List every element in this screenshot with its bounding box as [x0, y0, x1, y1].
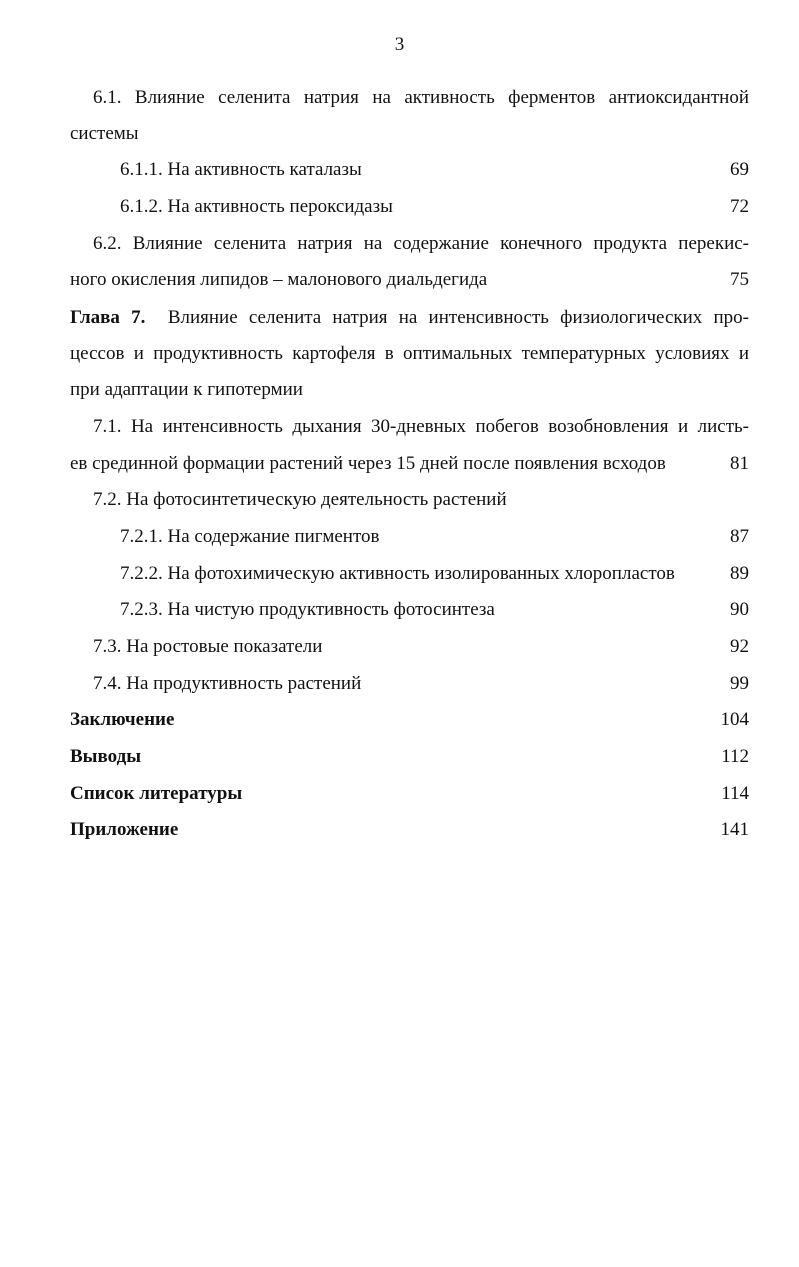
toc-entry-7-1-line2: ев срединной формации растений через 15 дней после появления всходов	[70, 453, 666, 474]
toc-entry-6-1-2: 6.1.2. На активность пероксидазы	[120, 196, 393, 217]
toc-entry-7-2: 7.2. На фотосинтетическую деятельность растений	[93, 489, 507, 510]
toc-page-7-1: 81	[730, 453, 749, 474]
toc-entry-7-2-3: 7.2.3. На чистую продуктивность фотосинтеза	[120, 599, 495, 620]
toc-entry-7-3: 7.3. На ростовые показатели	[93, 636, 323, 657]
toc-entry-6-1-line1: 6.1. Влияние селенита натрия на активность ферментов антиоксидантной	[93, 87, 749, 108]
toc-page-7-4: 99	[730, 673, 749, 694]
chapter-7-title-part1: Влияние селенита натрия на интенсивность физиологических про-	[167, 307, 750, 328]
toc-page-appendix: 141	[720, 819, 749, 840]
toc-page-7-2-3: 90	[730, 599, 749, 620]
page-number: 3	[394, 34, 405, 55]
toc-entry-references: Список литературы	[70, 783, 243, 804]
toc-entry-6-1-line2: системы	[70, 123, 139, 144]
toc-entry-7-1-line1: 7.1. На интенсивность дыхания 30-дневных побегов возобновления и листь-	[93, 416, 749, 437]
toc-page-references: 114	[721, 783, 749, 804]
toc-chapter-7-line2: цессов и продуктивность картофеля в оптимальных температурных условиях и	[70, 343, 749, 364]
toc-page-6-1-1: 69	[730, 159, 749, 180]
toc-entry-6-2-line1: 6.2. Влияние селенита натрия на содержание конечного продукта перекис-	[93, 233, 749, 254]
toc-entry-6-1-1: 6.1.1. На активность каталазы	[120, 159, 362, 180]
toc-page-7-2-2: 89	[730, 563, 749, 584]
toc-page-7-2-1: 87	[730, 526, 749, 547]
chapter-7-label: Глава 7.	[70, 307, 146, 328]
toc-chapter-7-line1	[70, 306, 749, 330]
toc-page-6-2: 75	[730, 269, 749, 290]
toc-chapter-7-line3: при адаптации к гипотермии	[70, 379, 303, 400]
toc-page-7-3: 92	[730, 636, 749, 657]
toc-page-findings: 112	[721, 746, 749, 767]
toc-entry-appendix: Приложение	[70, 819, 179, 840]
toc-entry-7-4: 7.4. На продуктивность растений	[93, 673, 362, 694]
toc-entry-7-2-2: 7.2.2. На фотохимическую активность изолированных хлоропластов	[120, 563, 675, 584]
toc-entry-6-2-line2: ного окисления липидов – малонового диальдегида	[70, 269, 488, 290]
toc-page-conclusion: 104	[720, 709, 749, 730]
toc-entry-findings: Выводы	[70, 746, 142, 767]
toc-page-6-1-2: 72	[730, 196, 749, 217]
toc-entry-conclusion: Заключение	[70, 709, 175, 730]
toc-entry-7-2-1: 7.2.1. На содержание пигментов	[120, 526, 380, 547]
